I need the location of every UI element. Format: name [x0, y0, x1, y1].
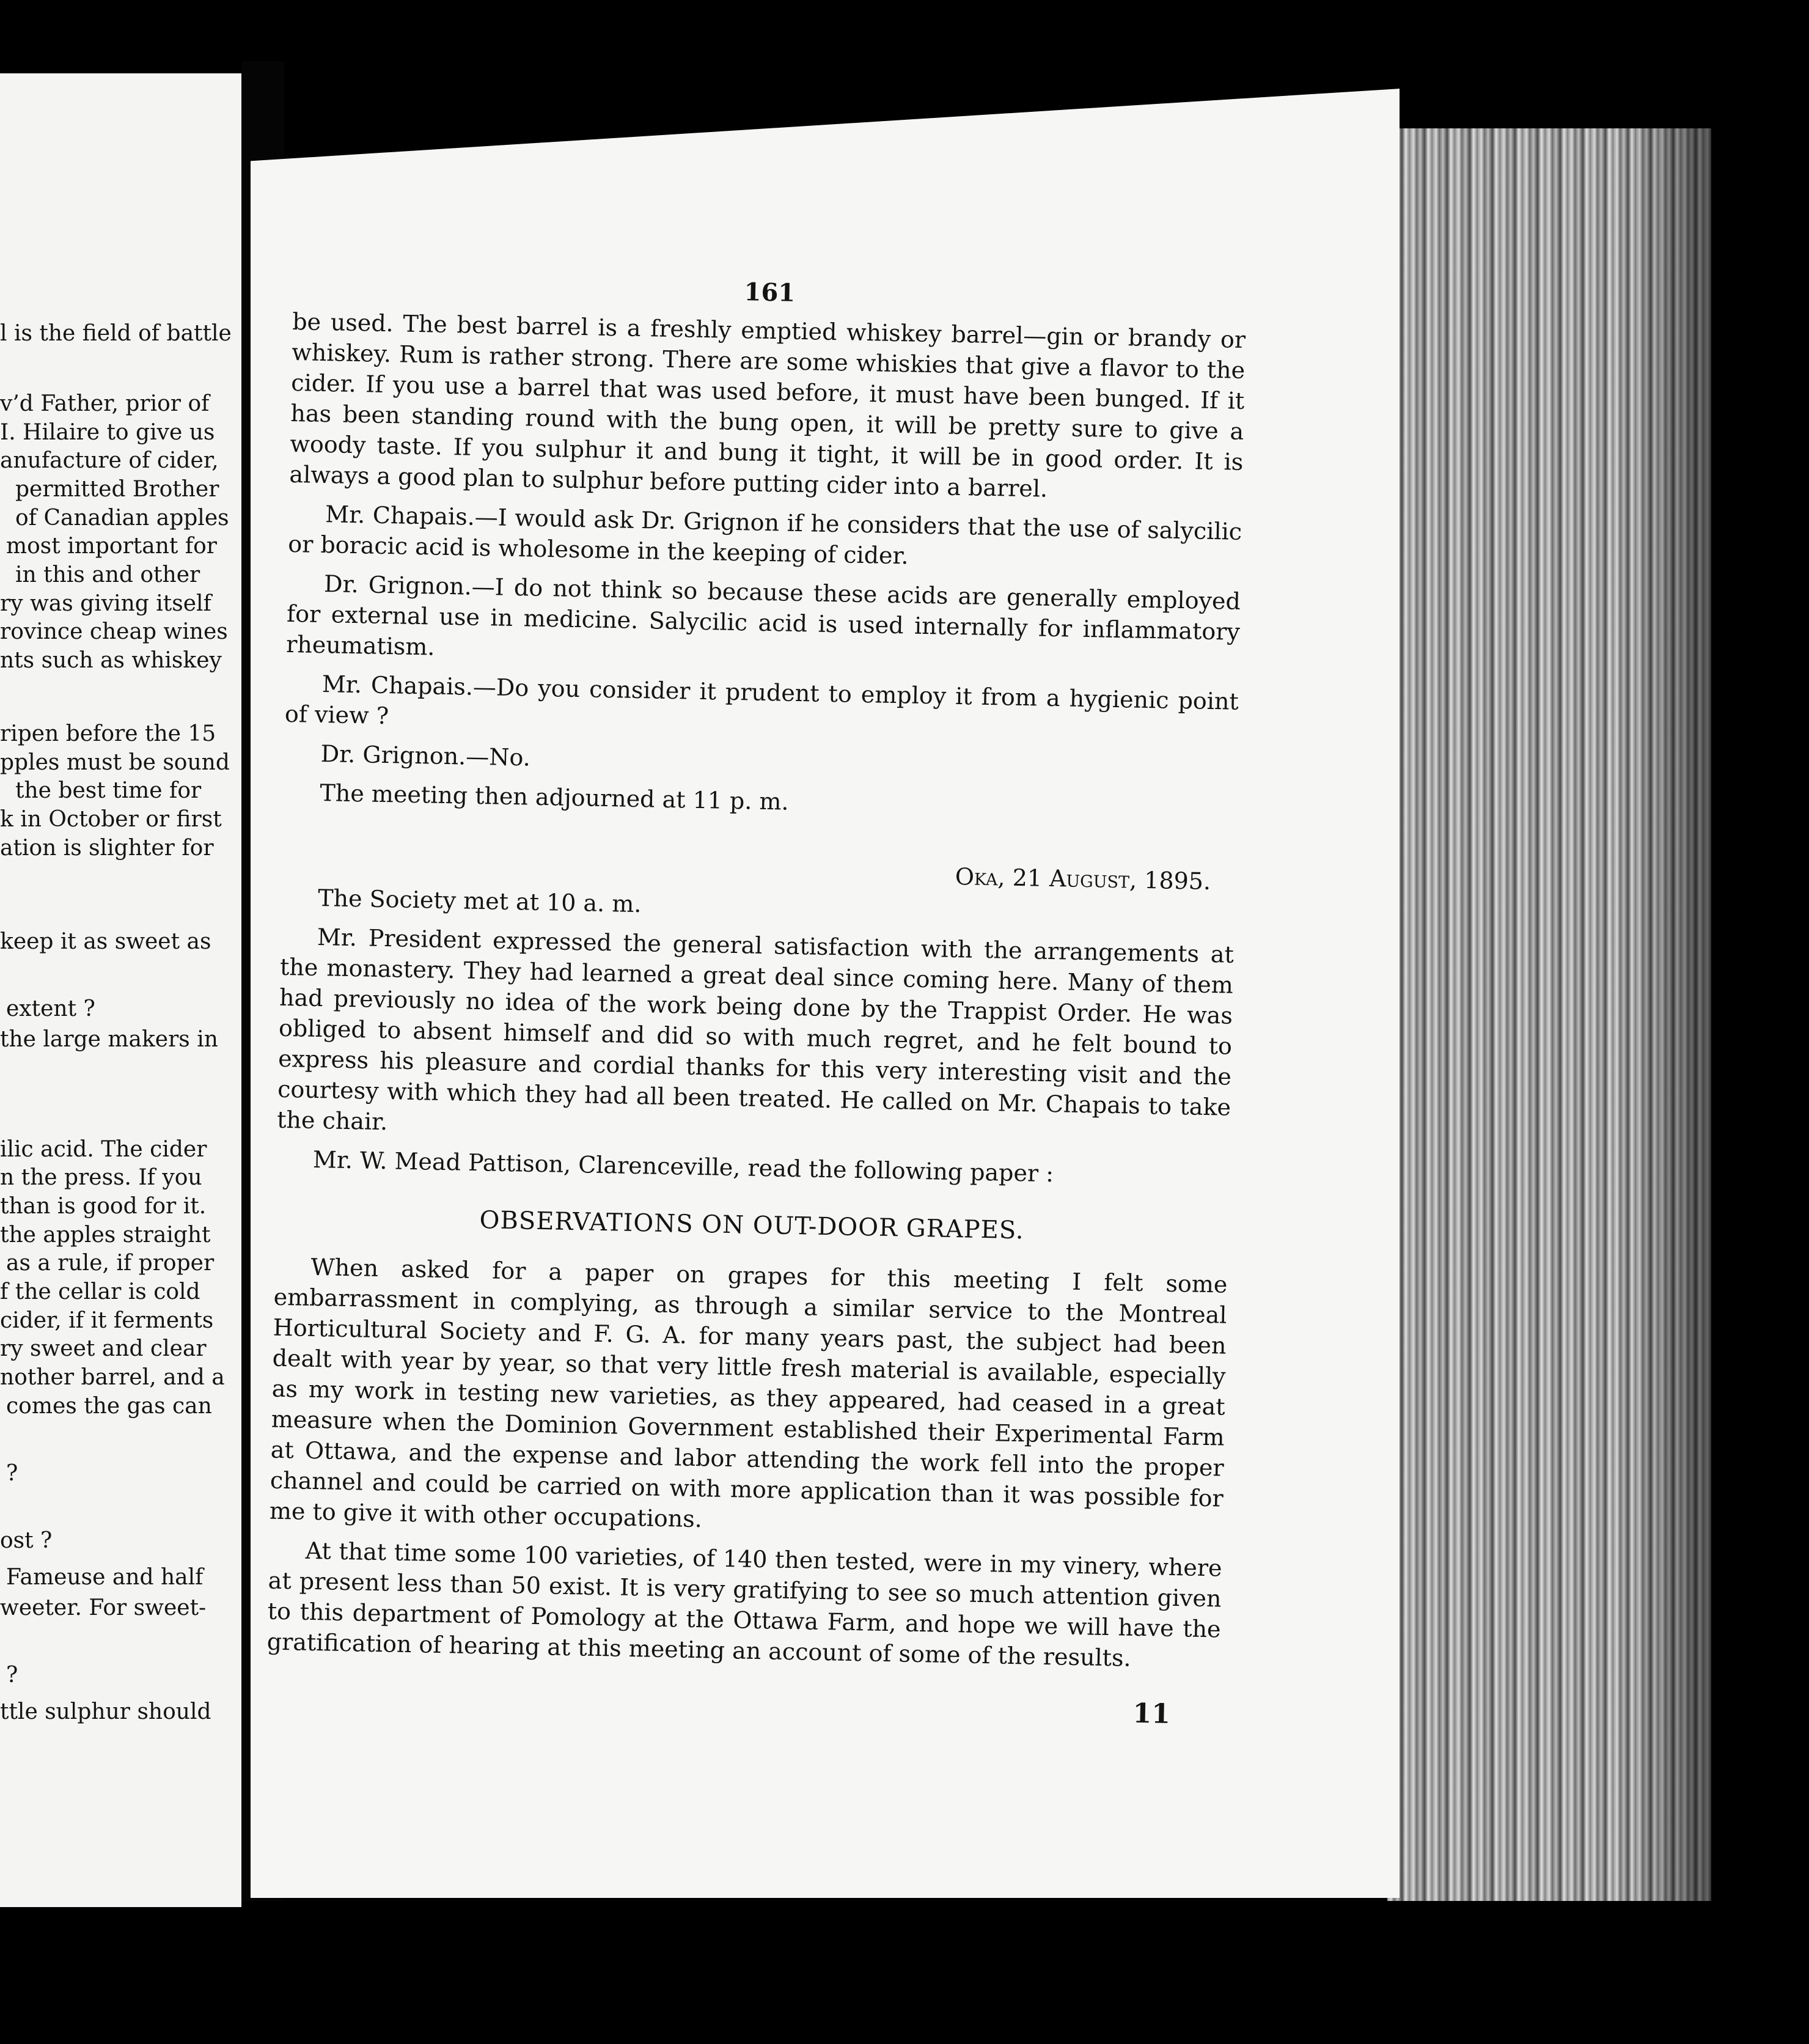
left-page-line: of Canadian apples	[15, 505, 229, 531]
left-page-line: v’d Father, prior of	[0, 391, 210, 416]
left-page-line: ation is slighter for	[0, 836, 214, 861]
left-facing-page	[0, 73, 241, 1907]
left-page-line: n the press. If you	[0, 1165, 202, 1190]
left-page-line: anufacture of cider,	[0, 448, 219, 473]
left-page-line: keep it as sweet as	[0, 929, 211, 954]
paragraph-chapais-question: Mr. Chapais.—I would ask Dr. Grignon if he considers that the use of salycilic or boracic acid is wholesome in the keeping of cider.	[287, 501, 1242, 570]
left-page-line: ?	[6, 1461, 18, 1486]
left-page-line: as a rule, if proper	[6, 1251, 215, 1276]
paragraph-grapes-intro: When asked for a paper on grapes for this meeting I felt some embarrassment in complying, as through a similar service to the Montreal Horticultural Society and F. G. A. for many years past, the subject had been dealt with year by year, so that very little fresh material is available, especially as my work in testing new varieties, as they appeared, had ceased in a great measure when the Dominion Government established their Experimental Farm at Ottawa, and the expense and labor attending the work fell into the proper channel and could be carried on with more application than it was possible for me to give it with other occupations.	[269, 1253, 1228, 1533]
left-page-line: nts such as whiskey	[0, 648, 222, 673]
left-page-line: comes the gas can	[6, 1394, 212, 1419]
left-page-line: k in October or first	[0, 807, 222, 832]
left-page-line: ripen before the 15	[0, 721, 216, 746]
left-page-line: ry was giving itself	[0, 591, 211, 616]
paragraph-varieties: At that time some 100 varieties, of 140 then tested, were in my vinery, where at present less than 50 exist. It is very gratifying to see so much attention given to this department of Pomology at the Ottawa Farm, and hope we will have the gratification of hearing at this meeting an account of some of the results.	[266, 1537, 1222, 1672]
left-page-line: extent ?	[6, 996, 95, 1021]
paragraph-grignon-answer: Dr. Grignon.—I do not think so because these acids are generally employed for external use in medicine. Salycilic acid is used internally for inflammatory rheumatism.	[285, 570, 1241, 661]
left-page-line: the best time for	[15, 778, 202, 803]
page-edges-shadow	[1626, 128, 1711, 1901]
left-page-line: nother barrel, and a	[0, 1365, 225, 1390]
left-page-line: pples must be sound	[0, 750, 230, 775]
paragraph-barrel: be used. The best barrel is a freshly emptied whiskey barrel—gin or brandy or whiskey. Rum is rather strong. There are some whiskies that give a flavor to the cider. If you use a barrel that was used before, it must have been bunged. If it has been standing round with the bung open, it will be pretty sure to give a woody taste. If you sulphur it and bung it tight, it will be in good order. It is always a good plan to sulphur before putting cider into a barrel.	[289, 307, 1246, 502]
left-page-line: than is good for it.	[0, 1194, 207, 1219]
left-page-line: cider, if it ferments	[0, 1308, 214, 1333]
left-page-line: f the cellar is cold	[0, 1279, 200, 1304]
left-page-line: weeter. For sweet-	[0, 1595, 207, 1620]
section-heading: OBSERVATIONS ON OUT-DOOR GRAPES.	[479, 1206, 1024, 1245]
left-page-line: I. Hilaire to give us	[0, 420, 215, 445]
left-page-line: l is the field of battle	[0, 321, 232, 346]
left-page-line: the apples straight	[0, 1222, 211, 1248]
left-page-line: permitted Brother	[15, 477, 219, 502]
left-page-line: rovince cheap wines	[0, 619, 228, 644]
page-number: 161	[744, 278, 796, 307]
paragraph-adjourned: The meeting then adjourned at 11 p. m.	[320, 779, 790, 815]
paragraph-grignon-no: Dr. Grignon.—No.	[320, 740, 531, 771]
signature-mark: 11	[1132, 1697, 1171, 1730]
dateline: Oka, 21 August, 1895.	[955, 862, 1211, 895]
left-page-line: ost ?	[0, 1528, 53, 1553]
left-page-line: Fameuse and half	[6, 1565, 204, 1590]
left-page-line: ?	[6, 1663, 18, 1688]
paragraph-society-met: The Society met at 10 a. m.	[317, 884, 642, 918]
left-page-line: ry sweet and clear	[0, 1336, 207, 1361]
page-edges	[1387, 128, 1711, 1901]
page-content	[266, 269, 1247, 1731]
paragraph-president: Mr. President expressed the general satisfaction with the arrangements at the monastery. They had learned a great deal since coming here. Many of them had previously no idea of the work being done by the Trappist Order. He was obliged to absent himself and did so with much regret, and he felt bound to express his pleasure and cordial thanks for this very interesting visit and the courtesy with which they had all been treated. He called on Mr. Chapais to take the chair.	[276, 923, 1235, 1136]
left-page-line: most important for	[6, 534, 218, 559]
left-page-line: in this and other	[15, 562, 200, 587]
paragraph-chapais-hygienic: Mr. Chapais.—Do you consider it prudent to employ it from a hygienic point of view ?	[284, 671, 1239, 730]
paragraph-pattison-reads: Mr. W. Mead Pattison, Clarenceville, read the following paper :	[312, 1145, 1054, 1188]
left-page-line: the large makers in	[0, 1027, 218, 1052]
left-page-line: ttle sulphur should	[0, 1699, 211, 1724]
left-page-line: ilic acid. The cider	[0, 1137, 207, 1162]
